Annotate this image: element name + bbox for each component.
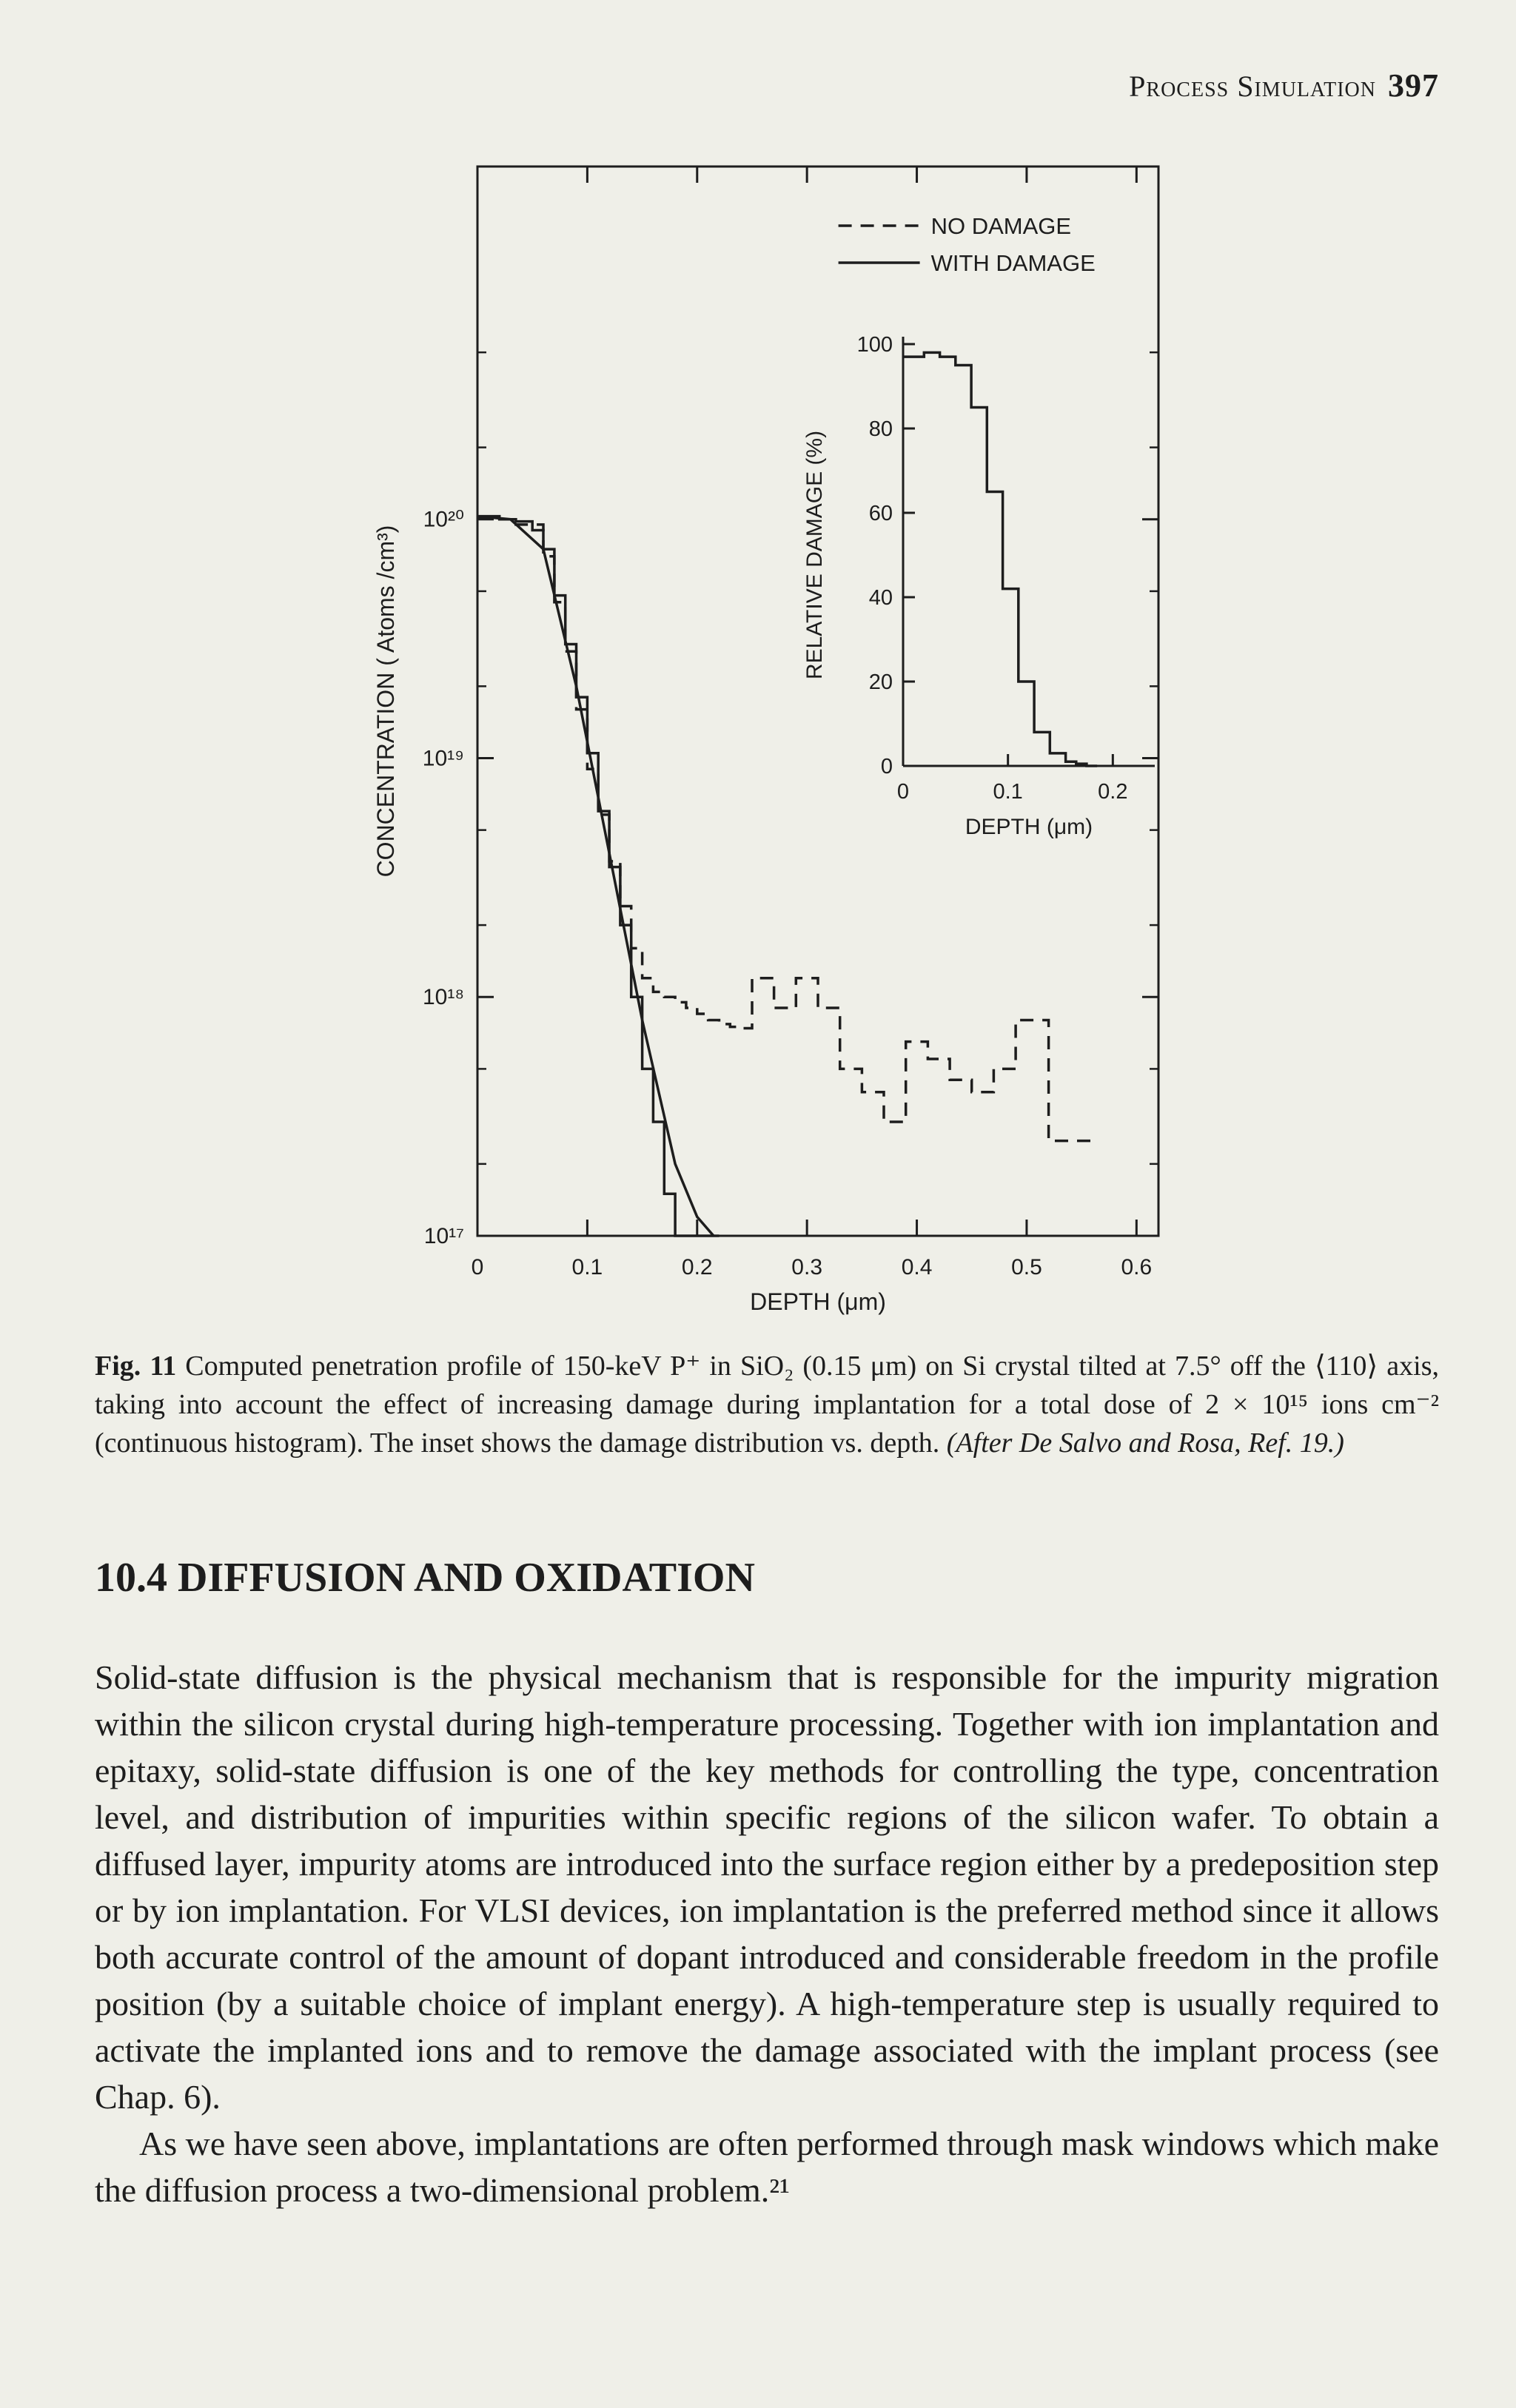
x-tick-label: 0.6 bbox=[1121, 1255, 1153, 1279]
legend-label: WITH DAMAGE bbox=[930, 250, 1096, 276]
y-tick-label: 10¹⁸ bbox=[422, 985, 464, 1010]
x-tick-label: 0.3 bbox=[791, 1255, 823, 1279]
inset-y-tick-label: 20 bbox=[868, 670, 893, 694]
running-title: Process Simulation bbox=[1129, 70, 1376, 103]
body-text bbox=[95, 1654, 1439, 2213]
series-line bbox=[477, 517, 720, 1236]
inset-x-tick-label: 0.2 bbox=[1098, 780, 1128, 804]
main-plot bbox=[372, 167, 1158, 1315]
x-tick-label: 0 bbox=[471, 1255, 484, 1279]
y-axis-label: CONCENTRATION ( Atoms /cm³) bbox=[372, 525, 399, 878]
paragraph-2: As we have seen above, implantations are often performed through mask windows which make the diffusion process a two-dimensional problem.²¹ bbox=[95, 2125, 1439, 2209]
x-axis-label: DEPTH (μm) bbox=[750, 1288, 886, 1315]
inset-x-tick-label: 0 bbox=[896, 780, 910, 804]
caption-citation: (After De Salvo and Rosa, Ref. 19.) bbox=[946, 1427, 1344, 1459]
y-tick-label: 10²⁰ bbox=[423, 507, 464, 532]
running-head bbox=[1129, 67, 1439, 104]
x-tick-label: 0.2 bbox=[681, 1255, 713, 1279]
caption-text: Computed penetration profile of 150-keV P⁺ in SiO₂ (0.15 μm) on Si crystal tilted at 7.5° off the ⟨110⟩ axis, taking into account the effect of increasing damage during implantation for a total dose of 2 × 10¹⁵ ions cm⁻² (continuous histogram). The inset shows the damage distribution vs. depth. bbox=[95, 1351, 1439, 1459]
inset-plot bbox=[802, 333, 1155, 839]
inset-x-axis-label: DEPTH (μm) bbox=[965, 815, 1093, 839]
inset-y-tick-label: 60 bbox=[868, 502, 893, 525]
inset-series-line bbox=[903, 352, 1097, 766]
y-tick-label: 10¹⁷ bbox=[423, 1224, 464, 1248]
x-tick-label: 0.4 bbox=[901, 1255, 933, 1279]
caption-label: Fig. 11 bbox=[95, 1351, 177, 1382]
figure-11 bbox=[341, 148, 1192, 1332]
series-line bbox=[477, 517, 714, 1236]
inset-y-tick-label: 100 bbox=[856, 333, 893, 357]
paragraph-1: Solid-state diffusion is the physical mechanism that is responsible for the impurity migration within the silicon crystal during high-temperature processing. Together with ion implantation and epitaxy, solid-state diffusion is one of the key methods for controlling the type, concentration level, and distribution of impurities within specific regions of the silicon wafer. To obtain a diffused layer, impurity atoms are introduced into the surface region either by a predeposition step or by ion implantation. For VLSI devices, ion implantation is the preferred method since it allows both accurate control of the amount of dopant introduced and considerable freedom in the profile position (by a suitable choice of implant energy). A high-temperature step is usually required to activate the implanted ions and to remove the damage associated with the implant process (see Chap. 6). bbox=[95, 1658, 1439, 2116]
inset-y-tick-label: 40 bbox=[868, 586, 893, 610]
x-tick-label: 0.5 bbox=[1011, 1255, 1042, 1279]
y-tick-label: 10¹⁹ bbox=[422, 746, 464, 771]
x-tick-label: 0.1 bbox=[571, 1255, 603, 1279]
inset-y-axis-label: RELATIVE DAMAGE (%) bbox=[802, 430, 827, 680]
legend-label: NO DAMAGE bbox=[930, 213, 1072, 239]
page-number: 397 bbox=[1388, 67, 1439, 104]
inset-y-tick-label: 80 bbox=[868, 417, 893, 441]
inset-x-tick-label: 0.1 bbox=[993, 780, 1023, 804]
section-title: 10.4 DIFFUSION AND OXIDATION bbox=[95, 1555, 755, 1601]
inset-y-tick-label: 0 bbox=[880, 755, 893, 778]
figure-caption bbox=[95, 1347, 1439, 1462]
